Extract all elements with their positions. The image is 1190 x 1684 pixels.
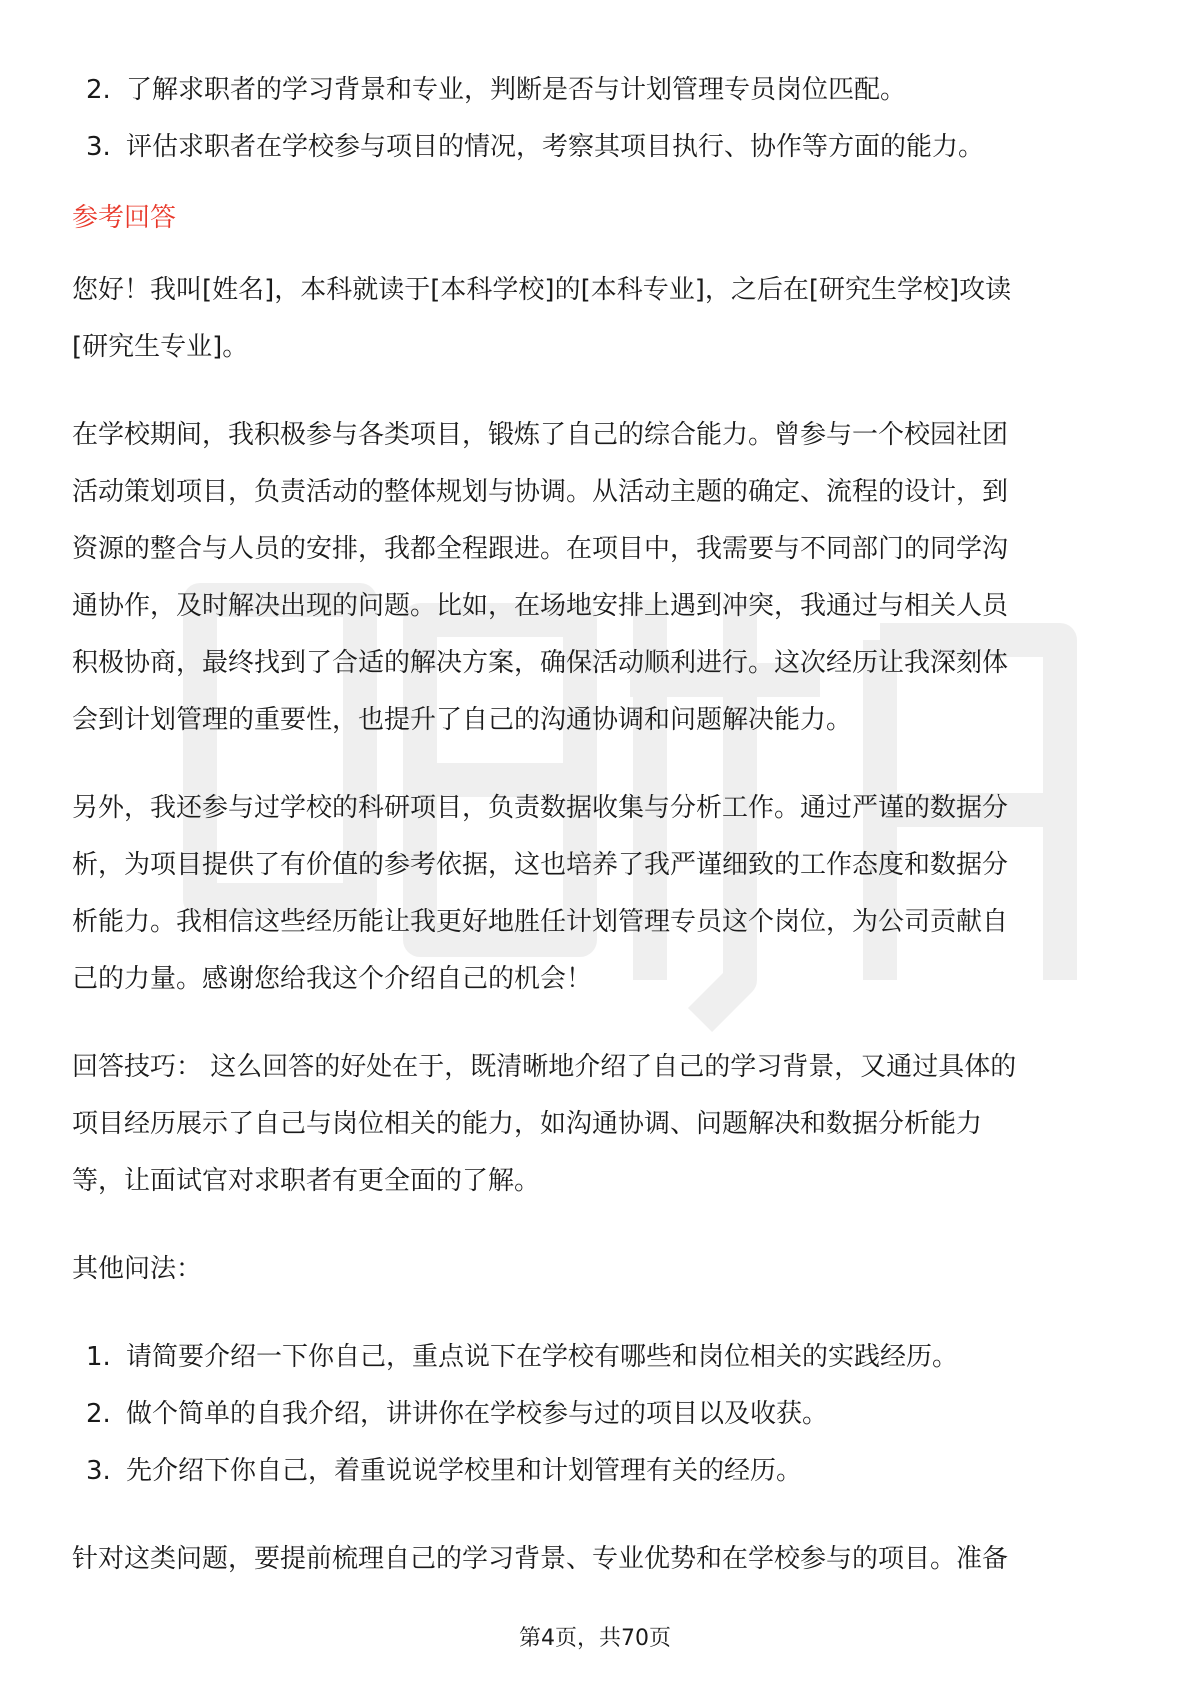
other-questions-list <box>72 1329 1124 1500</box>
paragraph-line: 回答技巧： 这么回答的好处在于，既清晰地介绍了自己的学习背景，又通过具体的 <box>72 1052 1017 1082</box>
list-item-text: 评估求职者在学校参与项目的情况，考察其项目执行、协作等方面的能力。 <box>126 132 985 162</box>
paragraph-line: 另外，我还参与过学校的科研项目，负责数据收集与分析工作。通过严谨的数据分 <box>72 793 1009 823</box>
list-item <box>72 119 1124 176</box>
list-item-text: 了解求职者的学习背景和专业，判断是否与计划管理专员岗位匹配。 <box>126 75 907 105</box>
paragraph-line: 资源的整合与人员的安排，我都全程跟进。在项目中，我需要与不同部门的同学沟 <box>72 534 1009 564</box>
tips-paragraph <box>72 1039 1124 1210</box>
answer-paragraph-1 <box>72 262 1124 376</box>
list-item <box>72 1329 1124 1386</box>
other-questions-label: 其他问法： <box>72 1254 203 1284</box>
closing-paragraph: 针对这类问题，要提前梳理自己的学习背景、专业优势和在学校参与的项目。准备 <box>72 1544 1009 1574</box>
answer-paragraph-3 <box>72 780 1124 1008</box>
paragraph-line: 您好！我叫[姓名]，本科就读于[本科学校]的[本科专业]，之后在[研究生学校]攻读 <box>72 275 1012 305</box>
paragraph-line: 项目经历展示了自己与岗位相关的能力，如沟通协调、问题解决和数据分析能力 <box>72 1109 983 1139</box>
list-item-text: 请简要介绍一下你自己，重点说下在学校有哪些和岗位相关的实践经历。 <box>126 1342 959 1372</box>
paragraph-line: [研究生专业]。 <box>72 332 249 362</box>
page-body <box>72 62 1124 1588</box>
list-item-number: 2. <box>86 1399 111 1429</box>
paragraph-line: 析，为项目提供了有价值的参考依据，这也培养了我严谨细致的工作态度和数据分 <box>72 850 1009 880</box>
paragraph-line: 在学校期间，我积极参与各类项目，锻炼了自己的综合能力。曾参与一个校园社团 <box>72 420 1009 450</box>
paragraph-line: 等，让面试官对求职者有更全面的了解。 <box>72 1166 541 1196</box>
list-item <box>72 62 1124 119</box>
paragraph-line: 活动策划项目，负责活动的整体规划与协调。从活动主题的确定、流程的设计，到 <box>72 477 1009 507</box>
list-item-number: 1. <box>86 1342 111 1372</box>
list-item <box>72 1386 1124 1443</box>
list-item-text: 做个简单的自我介绍，讲讲你在学校参与过的项目以及收获。 <box>126 1399 829 1429</box>
paragraph-line: 积极协商，最终找到了合适的解决方案，确保活动顺利进行。这次经历让我深刻体 <box>72 648 1009 678</box>
list-item-number: 2. <box>86 75 111 105</box>
paragraph-line: 会到计划管理的重要性，也提升了自己的沟通协调和问题解决能力。 <box>72 705 853 735</box>
top-list <box>72 62 1124 176</box>
list-item-text: 先介绍下你自己，着重说说学校里和计划管理有关的经历。 <box>126 1456 803 1486</box>
answer-paragraph-2 <box>72 407 1124 749</box>
list-item-number: 3. <box>86 132 111 162</box>
list-item-number: 3. <box>86 1456 111 1486</box>
paragraph-line: 己的力量。感谢您给我这个介绍自己的机会！ <box>72 964 593 994</box>
list-item <box>72 1443 1124 1500</box>
paragraph-line: 析能力。我相信这些经历能让我更好地胜任计划管理专员这个岗位，为公司贡献自 <box>72 907 1009 937</box>
section-title: 参考回答 <box>72 203 177 233</box>
paragraph-line: 通协作，及时解决出现的问题。比如，在场地安排上遇到冲突，我通过与相关人员 <box>72 591 1009 621</box>
page-number-footer: 第4页，共70页 <box>519 1626 671 1651</box>
